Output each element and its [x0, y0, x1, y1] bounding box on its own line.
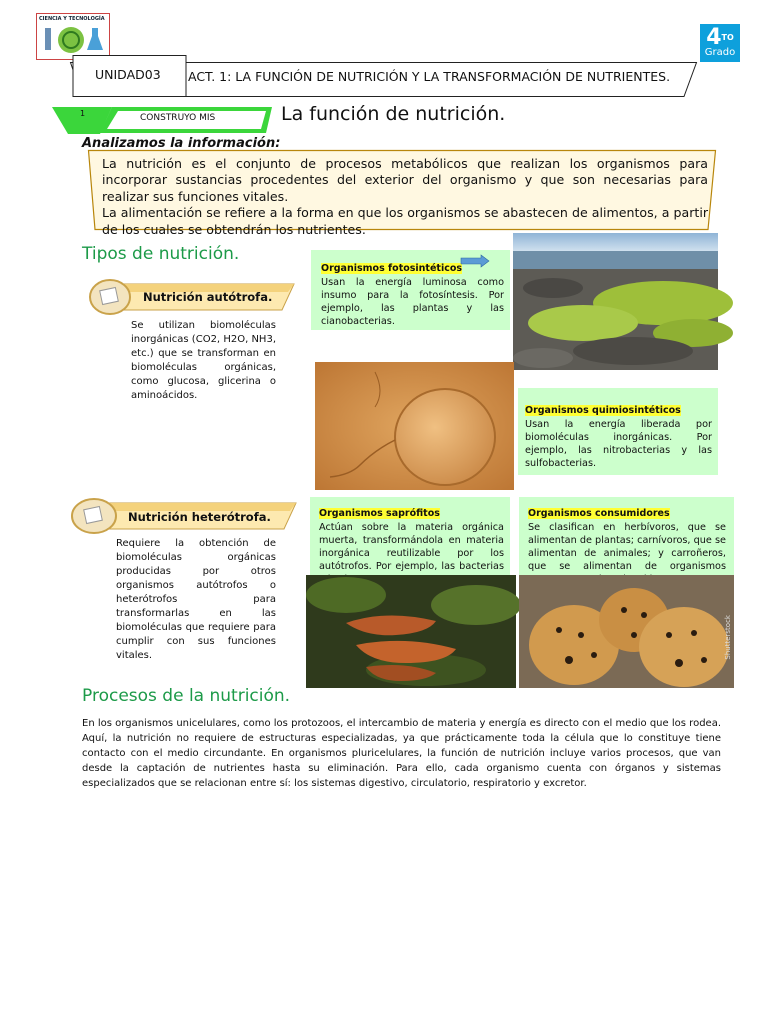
coastal-rocks-image	[513, 233, 718, 370]
heterotrophic-description: Requiere la obtención de biomoléculas orgánicas producidas por otros organismos autótrofos o heterótrofos para transformarlas en las biomoléculas que requiere para cumplir con sus funciones vitales.	[116, 538, 276, 661]
chemosynthetic-box	[518, 388, 718, 475]
chemosynthetic-title: Organismos quimiosintéticos	[525, 405, 681, 416]
ribbon-label: CONSTRUYO MIS	[140, 113, 216, 123]
info-text	[102, 156, 708, 237]
logo-text: CIENCIA Y TECNOLOGÍA	[39, 16, 105, 22]
page-title: La función de nutrición.	[281, 103, 506, 125]
info-paragraph: La alimentación se refiere a la forma en que los organismos se abastecen de alimentos, a partir de los cuales se obtendrán los nutrientes.	[102, 205, 708, 237]
bacteria-image	[315, 362, 514, 490]
watermark: Shutterstock	[724, 615, 732, 660]
autotrophic-description: Se utilizan biomoléculas inorgánicas (CO2, H2O, NH3, etc.) que se transforman en biomoléculas orgánicas, como glucosa, glicerina o aminoácidos.	[131, 320, 276, 401]
info-paragraph: La nutrición es el conjunto de procesos metabólicos que realizan los organismos para incorporar sustancias procedentes del exterior del organismo y que son necesarias para realizar sus funciones vitales.	[102, 156, 708, 204]
consumers-text: Se clasifican en herbívoros, que se alimentan de plantas; carnívoros, que se alimentan de animales; y carroñeros, que se alimentan de organismos	[528, 522, 726, 572]
fungus-image	[306, 575, 516, 688]
photosynthetic-box	[311, 250, 510, 330]
chemosynthetic-text: Usan la energía liberada por biomoléculas inorgánicas. Por ejemplo, las nitrobacterias y las sulfobacterias.	[525, 419, 712, 469]
arrow-right-icon	[461, 255, 489, 267]
unit-label: UNIDAD03	[95, 67, 161, 82]
saprophytic-box	[310, 497, 510, 575]
grade-badge	[700, 24, 740, 62]
processes-heading: Procesos de la nutrición.	[82, 686, 291, 706]
types-heading: Tipos de nutrición.	[82, 244, 240, 264]
processes-text: En los organismos unicelulares, como los protozoos, el intercambio de materia y energía es directo con el medio que los rodea. Aquí, la nutrición no requiere de estructuras especializadas, ya que prácticamente toda la célula que lo constituye tiene contacto con el medio circundante. En organismos pluricelulares, la función de nutrición incluye varios procesos, que van desde la captación de nutrientes hasta su eliminación. Para ello, cada organismo cuenta con órganos y sistemas especializados que se relacionan entre sí: los sistemas digestivo, circulatorio, respiratorio y excretor.	[82, 718, 721, 789]
section-number: 1	[80, 109, 86, 118]
grade-label: Grado	[704, 47, 736, 58]
jaguar-image	[519, 575, 734, 688]
saprophytic-title: Organismos saprófitos	[319, 508, 440, 519]
science-logo	[36, 13, 110, 60]
grade-number: $4^{TO}$	[706, 25, 734, 50]
photosynthetic-title: Organismos fotosintéticos	[321, 263, 463, 274]
jaguar-illustration	[519, 575, 734, 688]
activity-title: ACT. 1: LA FUNCIÓN DE NUTRICIÓN Y LA TRANSFORMACIÓN DE NUTRIENTES.	[188, 69, 671, 84]
saprophytic-text: Actúan sobre la materia orgánica muerta, transformándola en materia inorgánica reutilizable por los autótrofos. Por ejemplo, las bacterias	[319, 522, 504, 572]
heterotrophic-label: Nutrición heterótrofa.	[128, 510, 271, 524]
consumers-box	[519, 497, 734, 577]
photosynthetic-text: Usan la energía luminosa como insumo para la fotosíntesis. Por ejemplo, las plantas y las cianobacterias.	[321, 277, 504, 327]
autotrophic-label: Nutrición autótrofa.	[143, 290, 273, 304]
analysis-heading: Analizamos la información:	[82, 136, 281, 151]
consumers-title: Organismos consumidores	[528, 508, 670, 519]
